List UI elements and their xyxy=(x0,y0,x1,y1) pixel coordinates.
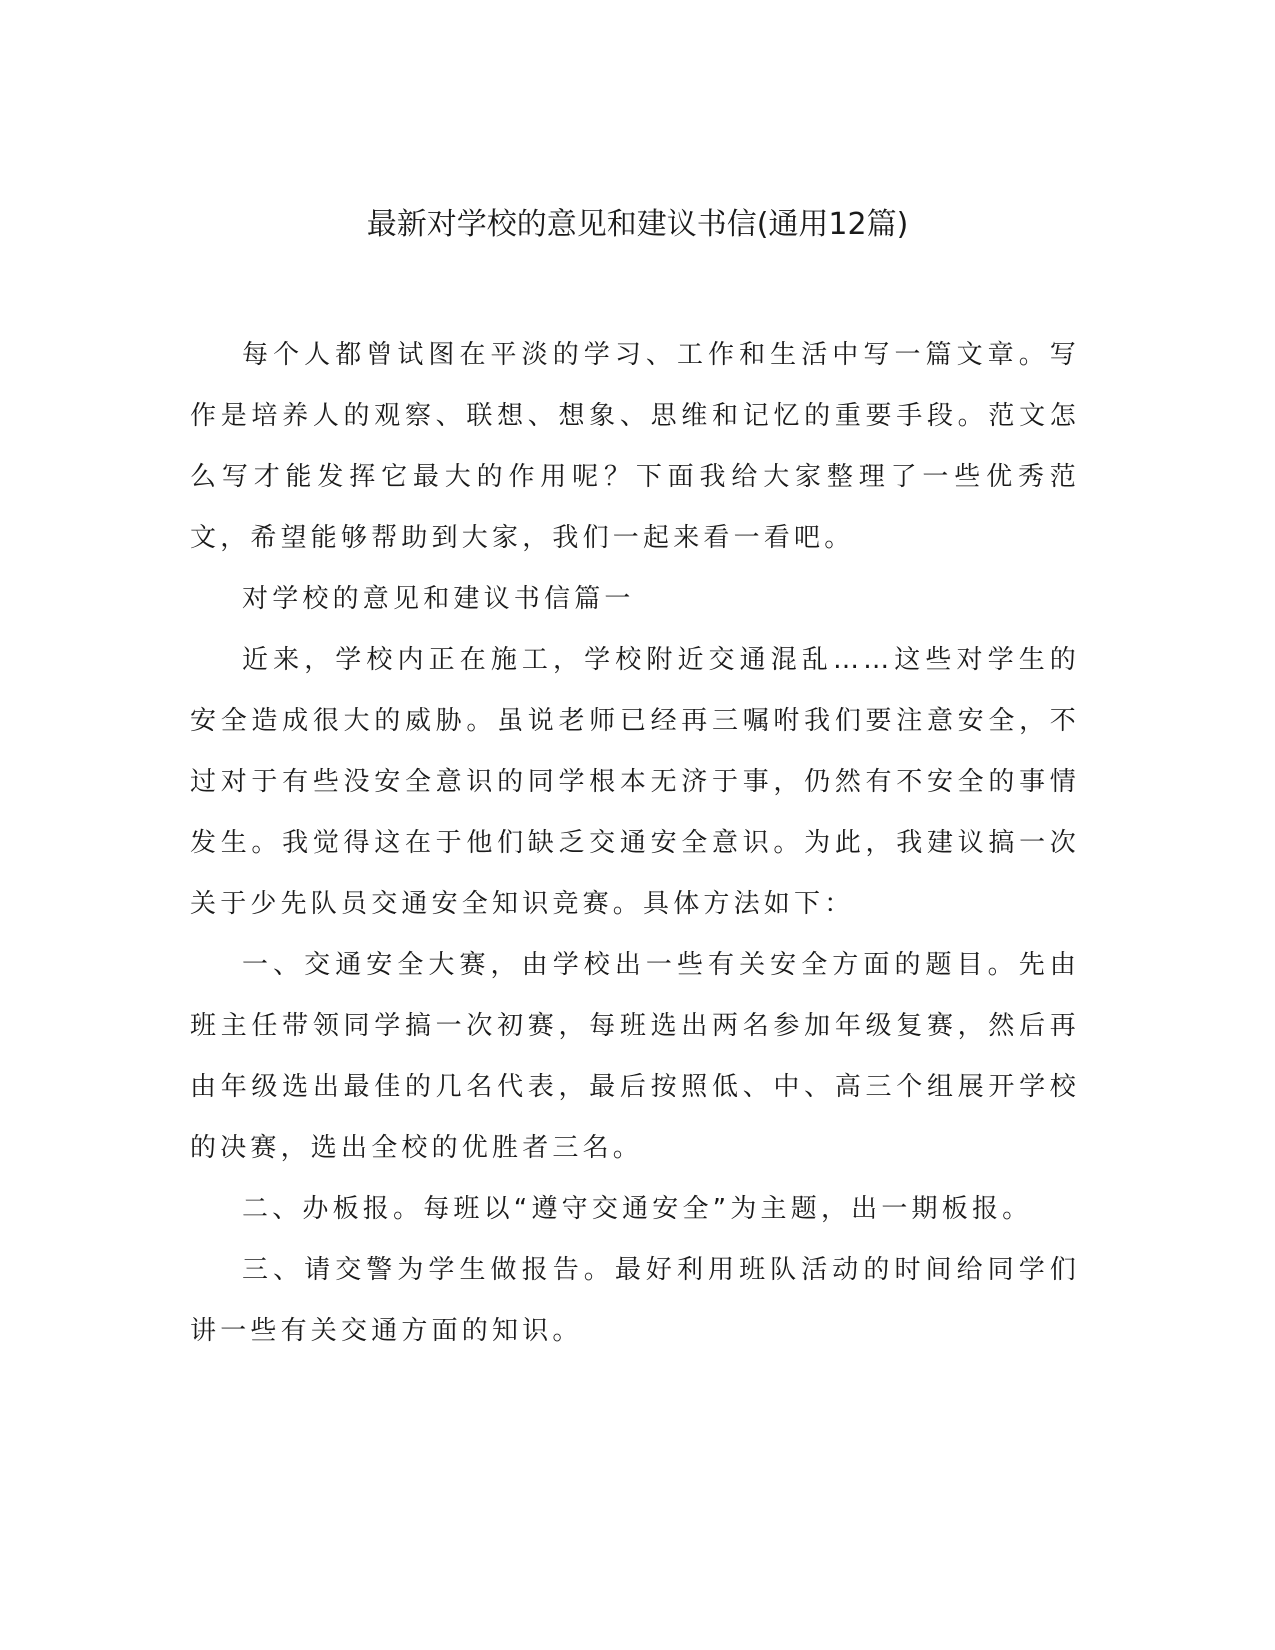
list-item-paragraph: 一、交通安全大赛，由学校出一些有关安全方面的题目。先由班主任带领同学搞一次初赛，每班选出两名参加年级复赛，然后再由年级选出最佳的几名代表，最后按照低、中、高三个组展开学校的决赛，选出全校的优胜者三名。 xyxy=(190,950,1080,1163)
intro-paragraph: 每个人都曾试图在平淡的学习、工作和生活中写一篇文章。写作是培养人的观察、联想、想象、思维和记忆的重要手段。范文怎么写才能发挥它最大的作用呢？下面我给大家整理了一些优秀范文，希望能够帮助到大家，我们一起来看一看吧。 xyxy=(190,340,1080,553)
list-item-paragraph: 二、办板报。每班以“遵守交通安全”为主题，出一期板报。 xyxy=(242,1194,1033,1224)
section-heading: 对学校的意见和建议书信篇一 xyxy=(242,584,635,614)
body-paragraph: 近来，学校内正在施工，学校附近交通混乱……这些对学生的安全造成很大的威胁。虽说老师已经再三嘱咐我们要注意安全，不过对于有些没安全意识的同学根本无济于事，仍然有不安全的事情发生。我觉得这在于他们缺乏交通安全意识。为此，我建议搞一次关于少先队员交通安全知识竞赛。具体方法如下： xyxy=(190,645,1080,919)
document-body xyxy=(190,325,1080,1362)
document-title: 最新对学校的意见和建议书信(通用12篇) xyxy=(366,207,909,242)
list-item-paragraph: 三、请交警为学生做报告。最好利用班队活动的时间给同学们讲一些有关交通方面的知识。 xyxy=(190,1255,1080,1346)
